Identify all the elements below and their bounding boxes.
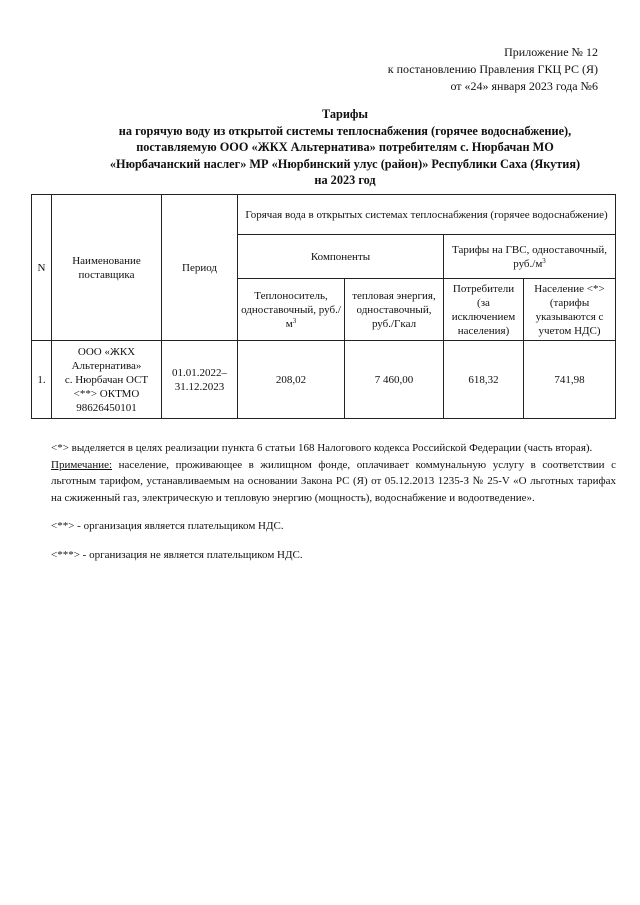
supplier-line: ООО «ЖКХ [77, 345, 136, 358]
title-line: «Нюрбачанский наслег» МР «Нюрбинский улус (район)» Республики Саха (Якутия) [109, 156, 581, 171]
appendix-line: Приложение № 12 [504, 45, 598, 59]
title-line: на 2023 год [314, 173, 376, 187]
header-tariffs [444, 235, 616, 279]
document-title [70, 106, 620, 189]
cell-supplier [52, 341, 162, 419]
remark-label: Примечание: [51, 458, 113, 471]
cell-consumers: 618,32 [444, 341, 524, 419]
period-line: 01.01.2022– [172, 366, 227, 379]
appendix-line: от «24» января 2023 года №6 [450, 79, 598, 93]
supplier-line: <**> ОКТМО [73, 387, 140, 400]
supplier-line: с. Нюрбачан ОСТ [64, 373, 149, 386]
header-n: N [32, 195, 52, 341]
title-line: на горячую воду из открытой системы теплоснабжения (горячее водоснабжение), [118, 123, 572, 138]
cell-energy: 7 460,00 [345, 341, 444, 419]
tariff-table [31, 194, 616, 419]
table-row [32, 341, 616, 419]
cell-n: 1. [32, 341, 52, 419]
header-supplier: Наименование поставщика [52, 195, 162, 341]
header-tariffs-text: Тарифы на ГВС, одноставочный, руб./м [452, 243, 607, 270]
cell-period [162, 341, 238, 419]
cell-coolant: 208,02 [238, 341, 345, 419]
header-group: Горячая вода в открытых системах теплоснабжения (горячее водоснабжение) [238, 195, 616, 235]
header-population: Население <*> (тарифы указываются с учетом НДС) [524, 279, 616, 341]
header-components: Компоненты [238, 235, 444, 279]
remark-text: население, проживающее в жилищном фонде, оплачивает коммунальную услугу в соответствии с льготным тарифом, устанавливаемым на основании Закона РС (Я) от 05.12.2013 1235-З № 25-V «О льготных тарифах на сжиженный газ, электрическую и тепловую энергию (мощность), водоснабжение и водоотведение». [51, 458, 616, 504]
title-line: Тарифы [321, 107, 369, 121]
appendix-line: к постановлению Правления ГКЦ РС (Я) [387, 62, 598, 76]
header-period: Период [162, 195, 238, 341]
title-line: поставляемую ООО «ЖКХ Альтернатива» потребителям с. Нюрбачан МО [136, 140, 554, 154]
cell-population: 741,98 [524, 341, 616, 419]
supplier-line: Альтернатива» [71, 359, 142, 372]
header-coolant-text: Теплоноситель, одноставочный, руб./м [241, 289, 341, 330]
header-energy: тепловая энергия, одноставочный, руб./Гкал [345, 279, 444, 341]
note-non-vat-payer: <***> - организация не является плательщиком НДС. [51, 548, 303, 561]
notes-section [51, 440, 616, 563]
header-coolant-sup: 3 [292, 316, 297, 325]
appendix-header [388, 44, 598, 95]
note-vat-allocation: <*> выделяется в целях реализации пункта 6 статьи 168 Налогового кодекса Российской Федерации (часть вторая). [51, 442, 593, 454]
header-coolant [238, 279, 345, 341]
header-consumers: Потребители (за исключением населения) [444, 279, 524, 341]
supplier-line: 98626450101 [76, 401, 137, 414]
note-vat-payer: <**> - организация является плательщиком НДС. [51, 520, 284, 532]
header-tariffs-sup: 3 [542, 256, 546, 265]
period-line: 31.12.2023 [174, 380, 225, 393]
note-remark [51, 457, 616, 507]
